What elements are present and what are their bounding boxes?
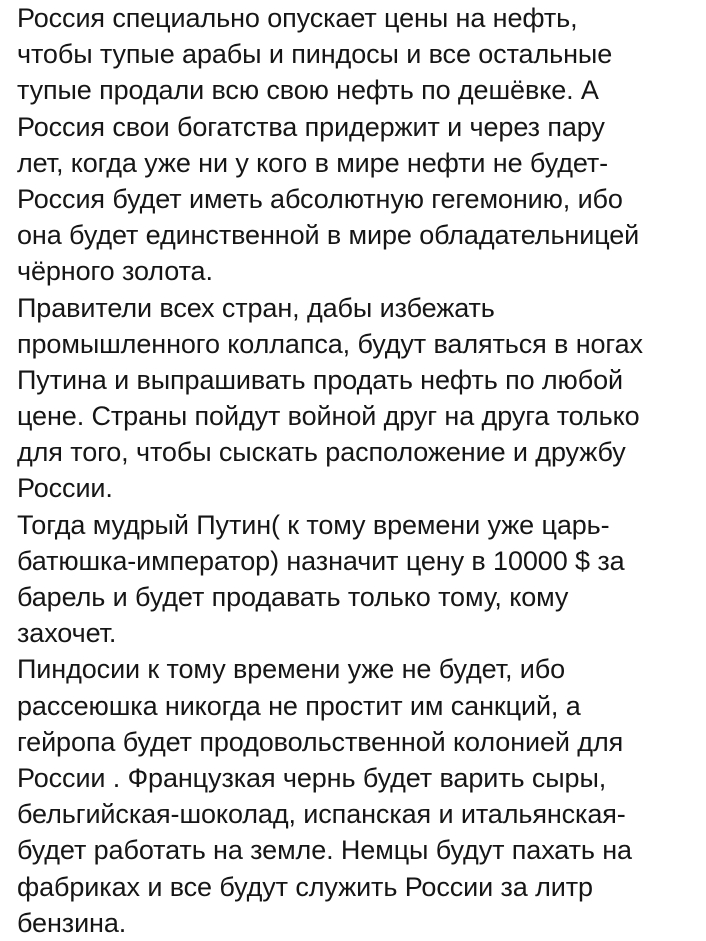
text-line: Тогда мудрый Путин( к тому времени уже царь- — [17, 509, 610, 540]
text-line: Россия будет иметь абсолютную гегемонию, ибо — [17, 183, 623, 214]
text-line: рассеюшка никогда не простит им санкций, а — [17, 690, 581, 721]
text-line: лет, когда уже ни у кого в мире нефти не будет- — [17, 147, 609, 178]
text-line: она будет единственной в мире обладательницей — [17, 220, 640, 251]
text-line: Россия специально опускает цены на нефть, — [17, 3, 578, 33]
text-line: России. — [17, 473, 113, 504]
text-line: Правители всех стран, дабы избежать — [17, 292, 495, 323]
text-line: цене. Страны пойдут войной друг на друга только — [17, 401, 640, 432]
text-line: России . Французкая чернь будет варить сыры, — [17, 762, 607, 793]
text-line: захочет. — [17, 618, 117, 649]
text-line: чёрного золота. — [17, 256, 213, 287]
text-line: барель и будет продавать только тому, кому — [17, 582, 569, 612]
text-line: будет работать на земле. Немцы будут пахать на — [17, 835, 632, 866]
text-line: гейропа будет продовольственной колонией для — [17, 726, 624, 757]
text-line: промышленного коллапса, будут валяться в ногах — [17, 328, 643, 359]
text-line: батюшка-император) назначит цену в 10000 $ за — [17, 545, 625, 576]
text-line: тупые продали всю свою нефть по дешёвке. А — [17, 75, 599, 106]
text-line: бельгийская-шоколад, испанская и итальянская- — [17, 799, 626, 830]
text-line: Пиндосии к тому времени уже не будет, ибо — [17, 654, 566, 685]
post-text — [17, 0, 706, 941]
text-line: бензина. — [17, 907, 127, 938]
text-line: чтобы тупые арабы и пиндосы и все остальные — [17, 39, 613, 70]
text-line: фабриках и все будут служить России за литр — [17, 871, 593, 902]
text-line: для того, чтобы сыскать расположение и дружбу — [17, 437, 626, 468]
text-line: Россия свои богатства придержит и через пару — [17, 111, 605, 142]
text-line: Путина и выпрашивать продать нефть по любой — [17, 364, 623, 395]
